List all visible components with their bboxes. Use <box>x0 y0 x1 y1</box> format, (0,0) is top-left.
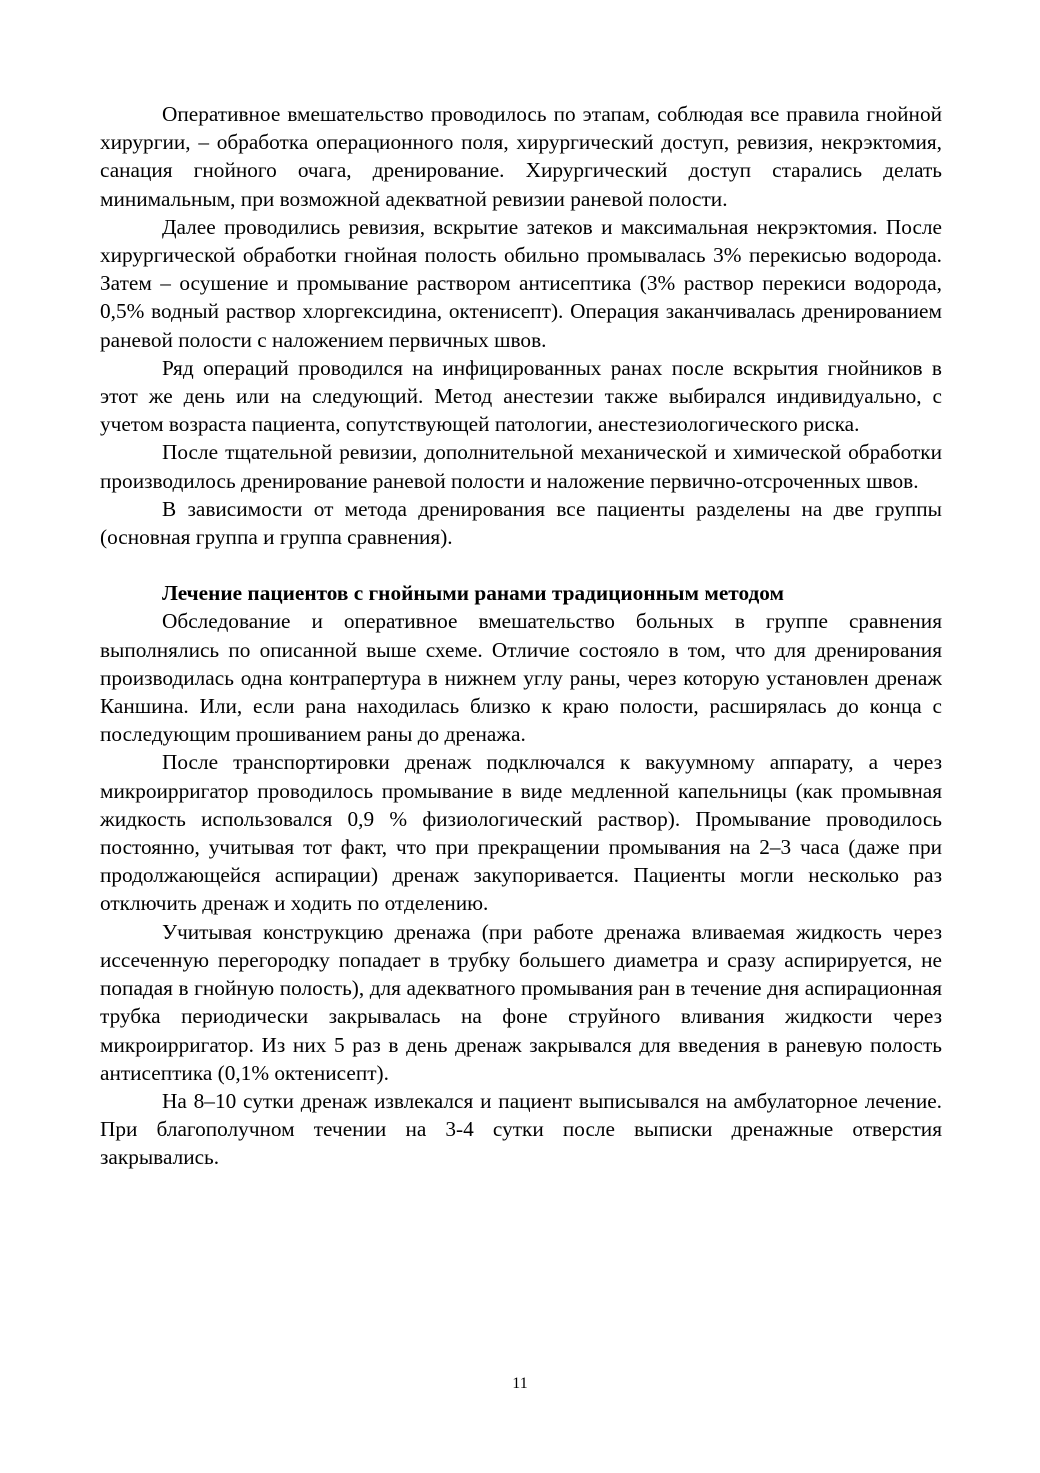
paragraph-comparison-group: Обследование и оперативное вмешательство больных в группе сравнения выполнялись по описанной выше схеме. Отличие состояло в том, что для дренирования производилась одна контрапертура в нижнем углу раны, через которую установлен дренаж Каншина. Или, если рана находилась близко к краю полости, расширялась до конца с последующим прошиванием раны до дренажа. <box>100 609 942 747</box>
section-heading: Лечение пациентов с гнойными ранами традиционным методом <box>162 581 785 606</box>
paragraph-patient-groups: В зависимости от метода дренирования все пациенты разделены на две группы (основная группа и группа сравнения). <box>100 496 942 550</box>
paragraph-vacuum-irrigation: После транспортировки дренаж подключался к вакуумному аппарату, а через микроирригатор проводилось промывание в виде медленной капельницы (как промывная жидкость использовался 0,9 % физиологический раствор). Промывание проводилось постоянно, учитывая тот факт, что при прекращении промывания на 2–3 часа (даже при продолжающейся аспирации) дренаж закупоривается. Пациенты могли несколько раз отключить дренаж и ходить по отделению. <box>100 750 942 916</box>
paragraph-revision-necrectomy: Далее проводились ревизия, вскрытие затеков и максимальная некрэктомия. После хирургической обработки гнойная полость обильно промывалась 3% перекисью водорода. Затем – осушение и промывание раствором антисептика (3% раствор перекиси водорода, 0,5% водный раствор хлоргексидина, октенисепт). Операция заканчивалась дренированием раневой полости с наложением первичных швов. <box>100 214 942 352</box>
paragraph-drainage-sutures: После тщательной ревизии, дополнительной механической и химической обработки производилось дренирование раневой полости и наложение первично-отсроченных швов. <box>100 440 942 493</box>
paragraph-drain-removal: На 8–10 сутки дренаж извлекался и пациент выписывался на амбулаторное лечение. При благополучном течении на 3-4 сутки после выписки дренажные отверстия закрывались. <box>100 1088 942 1170</box>
document-page <box>100 100 942 1172</box>
paragraph-surgical-stages: Оперативное вмешательство проводилось по этапам, соблюдая все правила гнойной хирургии, – обработка операционного поля, хирургический доступ, ревизия, некрэктомия, санация гнойного очага, дренирование. Хирургический доступ старались делать минимальным, при возможной адекватной ревизии раневой полости. <box>100 102 942 211</box>
section-spacer <box>100 551 942 579</box>
paragraph-drain-construction: Учитывая конструкцию дренажа (при работе дренажа вливаемая жидкость через иссеченную перегородку попадает в трубку большего диаметра и сразу аспирируется, не попадая в гнойную полость), для адекватного промывания ран в течение дня аспирационная трубка периодически закрывалась на фоне струйного вливания жидкости через микроирригатор. Из них 5 раз в день дренаж закрывался для введения в раневую полость антисептика (0,1% октенисепт). <box>100 919 942 1085</box>
page-number: 11 <box>512 1375 528 1392</box>
paragraph-infected-wounds: Ряд операций проводился на инфицированных ранах после вскрытия гнойников в этот же день или на следующий. Метод анестезии также выбирался индивидуально, с учетом возраста пациента, сопутствующей патологии, анестезиологического риска. <box>100 355 942 437</box>
